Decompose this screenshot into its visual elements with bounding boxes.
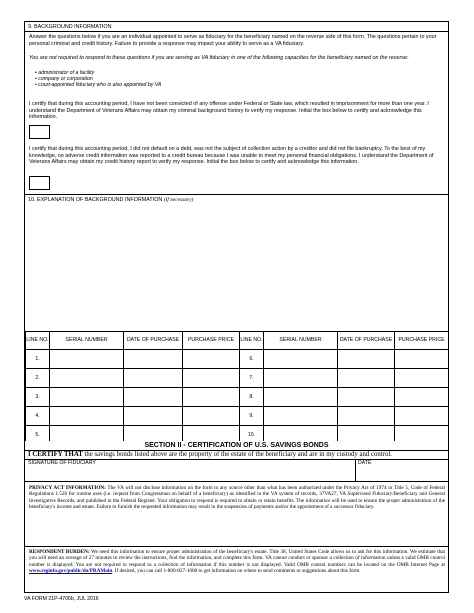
column-header: DATE OF PURCHASE (124, 332, 183, 350)
divider (25, 31, 448, 32)
divider (25, 194, 448, 195)
list-item: • administrator of a facility (35, 70, 95, 76)
serial-number-cell[interactable] (264, 407, 338, 426)
date-field[interactable] (356, 459, 448, 481)
divider (25, 481, 448, 482)
privacy-label: PRIVACY ACT INFORMATION: (29, 485, 106, 491)
section-2-title: SECTION II - CERTIFICATION OF U.S. SAVINGS BONDS (25, 441, 448, 450)
purchase-price-cell[interactable] (395, 388, 449, 407)
section-9-intro: Answer the questions below if you are an individual appointed to serve as fiduciary for the beneficiary named on the reverse side of this form. The questions pertain to your personal criminal and credit history. Failure to provide a response may impact your ability to serve as a VA fiduciary. (29, 34, 437, 47)
criminal-initial-box[interactable] (29, 125, 50, 139)
purchase-price-cell[interactable] (395, 350, 449, 369)
date-label: DATE (358, 460, 372, 466)
serial-number-cell[interactable] (50, 407, 124, 426)
omb-link[interactable]: www.reginfo.gov/public/do/PRAMain (29, 568, 113, 575)
section-9-heading: 9. BACKGROUND INFORMATION (28, 24, 112, 30)
serial-number-cell[interactable] (264, 350, 338, 369)
form-footer: VA FORM 21P-4706b, JUL 2016 (24, 596, 99, 602)
not-required-note: You are not required to respond to these questions if you are serving as VA fiduciary in one of the following capacities for the beneficiary named on the reverse: (29, 55, 409, 61)
column-header: SERIAL NUMBER (264, 332, 338, 350)
burden-text-after: . If desired, you can call 1-800-827-1000 to get information on where to send comments or suggestions about this form. (112, 568, 361, 575)
savings-bonds-table (25, 331, 449, 445)
section-10-note: (If necessary) (163, 197, 194, 203)
line-number: 2. (26, 369, 50, 388)
serial-number-cell[interactable] (264, 369, 338, 388)
line-number: 1. (26, 350, 50, 369)
table-row (26, 350, 449, 369)
serial-number-cell[interactable] (50, 350, 124, 369)
column-header: DATE OF PURCHASE (338, 332, 395, 350)
purchase-date-cell[interactable] (124, 407, 183, 426)
purchase-date-cell[interactable] (338, 350, 395, 369)
column-header: SERIAL NUMBER (50, 332, 124, 350)
line-number: 5. (26, 426, 50, 445)
certify-text: the savings bonds listed above are the property of the estate of the beneficiary and are in my custody and control. (82, 451, 392, 458)
list-item: • company or corporation (35, 76, 93, 83)
credit-certification-text: I certify that during this accounting period, I did not default on a debt, was not the subject of collection action by a creditor and did not file bankruptcy. To the best of my knowledge, no adverse credit information was reported to a credit bureau because I was unable to meet my personal financial obligations. I understand the Department of Veterans Affairs may obtain my credit history report to verify my response. Initial the box below to certify and acknowledge this information. (29, 146, 434, 166)
explanation-textarea[interactable] (28, 206, 445, 329)
purchase-date-cell[interactable] (124, 369, 183, 388)
line-number: 6. (240, 350, 264, 369)
purchase-price-cell[interactable] (183, 350, 240, 369)
table-row (26, 388, 449, 407)
column-header: PURCHASE PRICE (395, 332, 449, 350)
line-number: 8. (240, 388, 264, 407)
line-number: 4. (26, 407, 50, 426)
purchase-date-cell[interactable] (338, 388, 395, 407)
line-number: 3. (26, 388, 50, 407)
privacy-text: The VA will not disclose information on the form to any source other than what has been authorized under the Privacy Act of 1974 or Title 5, Code of Federal Regulations 1.526 for routine uses (i.e. request from Congressman on behalf of a beneficiary) as identified in the VA system of records, 37VA27, VA Supervised Fiduciary/Beneficiary and General Investigative Records, and published in the Federal Register. Your obligation to respond is required to obtain or retain benefits. The information will be used to ensure the proper administration of the beneficiary's income and estate. Failure to furnish the requested information may result in the suspension of payments and/or the appointment of a successor fiduciary. (29, 485, 445, 511)
section-10-heading (28, 197, 193, 203)
serial-number-cell[interactable] (50, 369, 124, 388)
privacy-act-notice (29, 485, 445, 511)
section-10-title: 10. EXPLANATION OF BACKGROUND INFORMATION (28, 197, 163, 203)
signature-field[interactable] (25, 459, 355, 481)
table-header-row (26, 332, 449, 350)
form-frame (24, 21, 449, 593)
line-number: 9. (240, 407, 264, 426)
purchase-price-cell[interactable] (183, 407, 240, 426)
purchase-price-cell[interactable] (183, 388, 240, 407)
table-row (26, 369, 449, 388)
burden-label: RESPONDENT BURDEN: (29, 549, 90, 555)
respondent-burden-notice (29, 549, 445, 575)
purchase-date-cell[interactable] (124, 350, 183, 369)
serial-number-cell[interactable] (264, 388, 338, 407)
list-item: • court-appointed fiduciary who is also appointed by VA (35, 82, 162, 89)
purchase-date-cell[interactable] (338, 407, 395, 426)
purchase-price-cell[interactable] (183, 369, 240, 388)
exemption-list (35, 70, 161, 89)
line-number: 7. (240, 369, 264, 388)
purchase-date-cell[interactable] (338, 369, 395, 388)
purchase-date-cell[interactable] (124, 388, 183, 407)
column-header: PURCHASE PRICE (183, 332, 240, 350)
column-header: LINE NO. (26, 332, 50, 350)
purchase-price-cell[interactable] (395, 369, 449, 388)
line-number: 10. (240, 426, 264, 445)
certify-lead: I CERTIFY THAT (28, 451, 83, 458)
table-row (26, 407, 449, 426)
serial-number-cell[interactable] (50, 388, 124, 407)
divider (25, 546, 448, 547)
column-header: LINE NO. (240, 332, 264, 350)
certification-statement (28, 450, 448, 459)
purchase-price-cell[interactable] (395, 407, 449, 426)
burden-text: We need this information to ensure proper administration of the beneficiary's estate. Title 38, United States Code allows us to ask for this information. We estimate that you will need an average of 27 minutes to review the instructions, find the information, and complete this form. VA cannot conduct or sponsor a collection of information unless a valid OMB control number is displayed. You are not required to respond to a collection of information if this number is not displayed. Valid OMB control numbers can be located on the OMB Internet Page at (29, 549, 445, 568)
criminal-certification-text: I certify that during this accounting period, I have not been convicted of any offense under Federal or State law, which resulted in imprisonment for more than one year. I understand the Department of Veterans Affairs may obtain my criminal background history to verify my response. Initial the box below to certify and acknowledge this information. (29, 101, 429, 121)
signature-label: SIGNATURE OF FIDUCIARY (28, 460, 96, 466)
credit-initial-box[interactable] (29, 176, 50, 190)
